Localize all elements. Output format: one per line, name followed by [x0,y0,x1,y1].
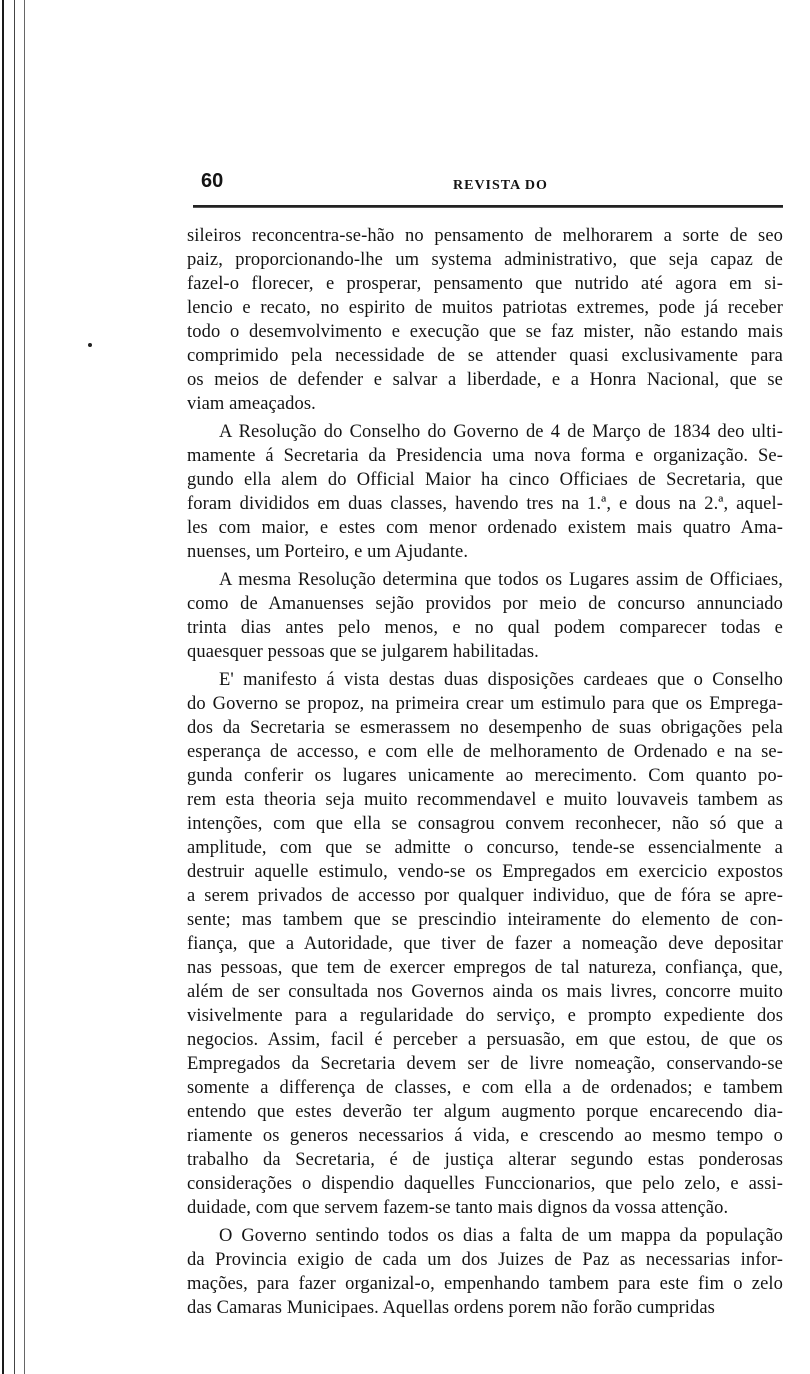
text-line: como de Amanuenses sejão providos por meio de concurso annunciado [187,594,783,614]
text-line: les com maior, e estes com menor ordenado existem mais quatro Ama- [187,518,783,538]
ink-speck [88,343,92,347]
text-line: sente; mas tambem que se prescindio inteiramente do elemento de con- [187,910,783,930]
header-rule [193,205,783,208]
text-line: paiz, proporcionando-lhe um systema administrativo, que seja capaz de [187,250,783,270]
running-title: REVISTA DO [453,178,548,193]
text-line: quaesquer pessoas que se julgarem habilitadas. [187,642,539,662]
text-line: foram divididos em duas classes, havendo tres na 1.ª, e dous na 2.ª, aquel- [187,494,783,514]
text-line: sileiros reconcentra-se-hão no pensamento de melhorarem a sorte de seo [187,226,783,246]
paragraph [187,1224,783,1320]
text-line: gundo ella alem do Official Maior ha cinco Officiaes de Secretaria, que [187,470,783,490]
text-line: os meios de defender e salvar a liberdade, e a Honra Nacional, que se [187,370,783,390]
text-line: dos da Secretaria se esmerassem no desempenho de suas obrigações pela [187,718,783,738]
text-line: do Governo se propoz, na primeira crear um estimulo para que os Emprega- [187,694,783,714]
text-line: entendo que estes deverão ter algum augmento porque encarecendo dia- [187,1102,783,1122]
text-line: mações, para fazer organizal-o, empenhando tambem para este fim o zelo [187,1274,783,1294]
text-line: além de ser consultada nos Governos ainda os mais livres, concorre muito [187,982,783,1002]
text-line: das Camaras Municipaes. Aquellas ordens porem não forão cumpridas [187,1298,715,1318]
binding-edge [2,0,4,1374]
text-line: A mesma Resolução determina que todos os Lugares assim de Officiaes, [219,570,783,590]
text-line: riamente os generos necessarios á vida, e crescendo ao mesmo tempo o [187,1126,783,1146]
text-line: trabalho da Secretaria, é de justiça alterar segundo estas ponderosas [187,1150,783,1170]
text-line: intenções, com que ella se consagrou convem reconhecer, não só que a [187,814,783,834]
text-line: considerações o dispendio daquelles Funccionarios, que pelo zelo, e assi- [187,1174,783,1194]
running-head [193,170,783,200]
paragraph [187,224,783,416]
text-line: somente a differença de classes, e com ella a de ordenados; e tambem [187,1078,783,1098]
paragraph [187,668,783,1220]
text-line: negocios. Assim, facil é perceber a persuasão, em que estou, de que os [187,1030,783,1050]
text-line: nuenses, um Porteiro, e um Ajudante. [187,542,469,562]
text-line: destruir aquelle estimulo, vendo-se os Empregados em exercicio expostos [187,862,783,882]
text-line: viam ameaçados. [187,394,316,414]
text-line: Empregados da Secretaria devem ser de livre nomeação, conservando-se [187,1054,783,1074]
text-line: rem esta theoria seja muito recommendavel e muito louvaveis tambem as [187,790,783,810]
text-line: A Resolução do Conselho do Governo de 4 de Março de 1834 deo ulti- [219,422,783,442]
paragraph [187,420,783,564]
paragraph [187,568,783,664]
text-line: fiança, que a Autoridade, que tiver de fazer a nomeação deve depositar [187,934,783,954]
text-line: trinta dias antes pelo menos, e no qual podem comparecer todas e [187,618,783,638]
text-line: fazel-o florecer, e prosperar, pensamento que nutrido até agora em si- [187,274,783,294]
text-line: da Provincia exigio de cada um dos Juizes de Paz as necessarias infor- [187,1250,783,1270]
text-line: comprimido pela necessidade de se attender quasi exclusivamente para [187,346,783,366]
binding-edge [24,0,25,1374]
text-line: amplitude, com que se admitte o concurso, tende-se essencialmente a [187,838,783,858]
text-line: duidade, com que servem fazem-se tanto mais dignos da vossa attenção. [187,1198,729,1218]
text-line: esperança de accesso, e com elle de melhoramento de Ordenado e na se- [187,742,783,762]
text-line: O Governo sentindo todos os dias a falta de um mappa da população [219,1226,783,1246]
text-line: mamente á Secretaria da Presidencia uma nova forma e organização. Se- [187,446,783,466]
body-text [187,224,783,1324]
binding-edge [14,0,15,1374]
text-line: gunda conferir os lugares unicamente ao merecimento. Com quanto po- [187,766,783,786]
page-number: 60 [201,170,224,192]
text-line: visivelmente para a regularidade do serviço, e prompto expediente dos [187,1006,783,1026]
text-line: lencio e recato, no espirito de muitos patriotas extremes, pode já receber [187,298,783,318]
text-line: a serem privados de accesso por qualquer individuo, que de fóra se apre- [187,886,783,906]
text-line: nas pessoas, que tem de exercer empregos de tal natureza, confiança, que, [187,958,783,978]
text-line: E' manifesto á vista destas duas disposições cardeaes que o Conselho [219,670,783,690]
text-line: todo o desemvolvimento e execução que se faz mister, não estando mais [187,322,783,342]
